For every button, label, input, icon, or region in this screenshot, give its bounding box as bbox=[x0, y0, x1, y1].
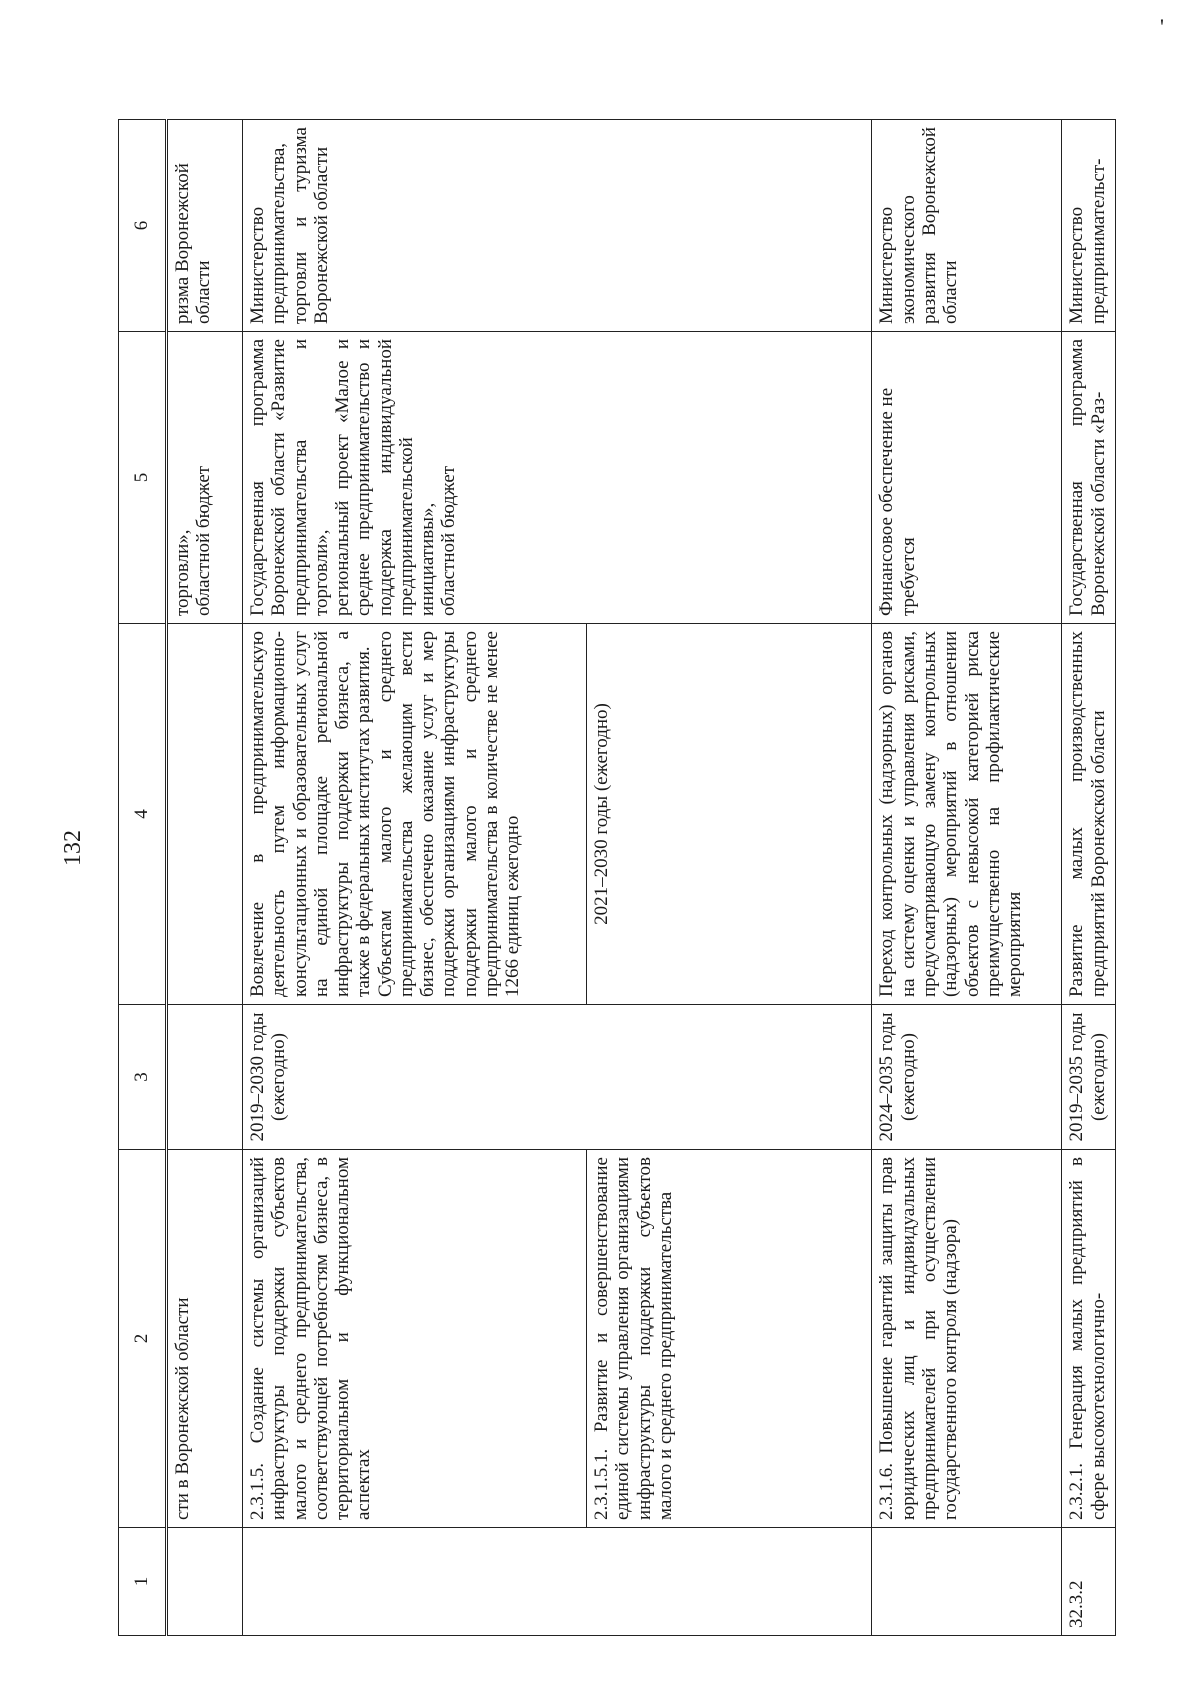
rotated-table-container bbox=[118, 120, 1109, 1636]
row-code bbox=[872, 1528, 1062, 1636]
table-row bbox=[243, 120, 587, 1636]
responsible-cell: Министерство предпринимательства, торговли и туризма Воронежской области bbox=[243, 120, 872, 332]
header-cell-3: 3 bbox=[119, 1005, 167, 1150]
measure-cell: 2.3.1.5.1. Развитие и совершенствование единой системы управления организациями инфраструктуры поддержки субъектов малого и среднего предпринимательства bbox=[587, 1150, 872, 1528]
period-cell: 2019–2035 годы (ежегодно) bbox=[1062, 1005, 1116, 1150]
period-cell: 2024–2035 годы (ежегодно) bbox=[872, 1005, 1062, 1150]
result-cell: Развитие малых производственных предприятий Воронежской области bbox=[1062, 624, 1116, 1005]
period-cell bbox=[167, 1005, 243, 1150]
funding-cell: Государственная программа Воронежской области «Развитие предпринимательства и торговли», региональный проект «Малое и среднее предпринимательство и поддержка индивидуальной предпринимательской инициативы», областной бюджет bbox=[243, 332, 872, 624]
row-code bbox=[243, 1528, 872, 1636]
measure-cell: 2.3.2.1. Генерация малых предприятий в сфере высокотехнологично- bbox=[1062, 1150, 1116, 1528]
header-cell-5: 5 bbox=[119, 332, 167, 624]
table-row bbox=[872, 120, 1062, 1636]
measures-table bbox=[118, 119, 1116, 1636]
header-cell-1: 1 bbox=[119, 1528, 167, 1636]
measure-cell: сти в Воронежской области bbox=[167, 1150, 243, 1528]
responsible-cell: Министерство предпринимательст- bbox=[1062, 120, 1116, 332]
header-cell-4: 4 bbox=[119, 624, 167, 1005]
row-code: 32.3.2 bbox=[1062, 1528, 1116, 1636]
result-cell: Вовлечение в предпринимательскую деятельность путем информационно-консультационных и образовательных услуг на единой площадке региональной инфраструктуры поддержки бизнеса, а также в федеральных институтах развития. Субъектам малого и среднего предпринимательства желающим вести бизнес, обеспечено оказание услуг и мер поддержки организациями инфраструктуры поддержки малого и среднего предпринимательства в количестве не менее 1266 единиц ежегодно bbox=[243, 624, 587, 1005]
table-row bbox=[1062, 120, 1116, 1636]
measure-cell: 2.3.1.5. Создание системы организаций инфраструктуры поддержки субъектов малого и среднего предпринимательства, соответствующей потребностям бизнеса, в территориальном и функциональном аспектах bbox=[243, 1150, 587, 1528]
period-cell: 2019–2030 годы (ежегодно) bbox=[243, 1005, 872, 1150]
header-cell-2: 2 bbox=[119, 1150, 167, 1528]
row-code bbox=[167, 1528, 243, 1636]
header-cell-6: 6 bbox=[119, 120, 167, 332]
stray-mark: ' bbox=[1160, 14, 1164, 39]
header-row bbox=[119, 120, 167, 1636]
result-cell bbox=[167, 624, 243, 1005]
table-row bbox=[167, 120, 243, 1636]
funding-cell: торговли», областной бюджет bbox=[167, 332, 243, 624]
funding-cell: Финансовое обеспечение не требуется bbox=[872, 332, 1062, 624]
period-cell: 2021–2030 годы (ежегодно) bbox=[587, 624, 872, 1005]
measure-cell: 2.3.1.6. Повышение гарантий защиты прав юридических лиц и индивидуальных предпринимателей при осуществлении государственного контроля (надзора) bbox=[872, 1150, 1062, 1528]
funding-cell: Государственная программа Воронежской области «Раз- bbox=[1062, 332, 1116, 624]
responsible-cell: ризма Воронежской области bbox=[167, 120, 243, 332]
page-number: 132 bbox=[60, 830, 86, 866]
result-cell: Переход контрольных (надзорных) органов на систему оценки и управления рисками, предусматривающую замену контрольных (надзорных) мероприятий в отношении объектов с невысокой категорией риска преимущественно на профилактические мероприятия bbox=[872, 624, 1062, 1005]
responsible-cell: Министерство экономического развития Воронежской области bbox=[872, 120, 1062, 332]
